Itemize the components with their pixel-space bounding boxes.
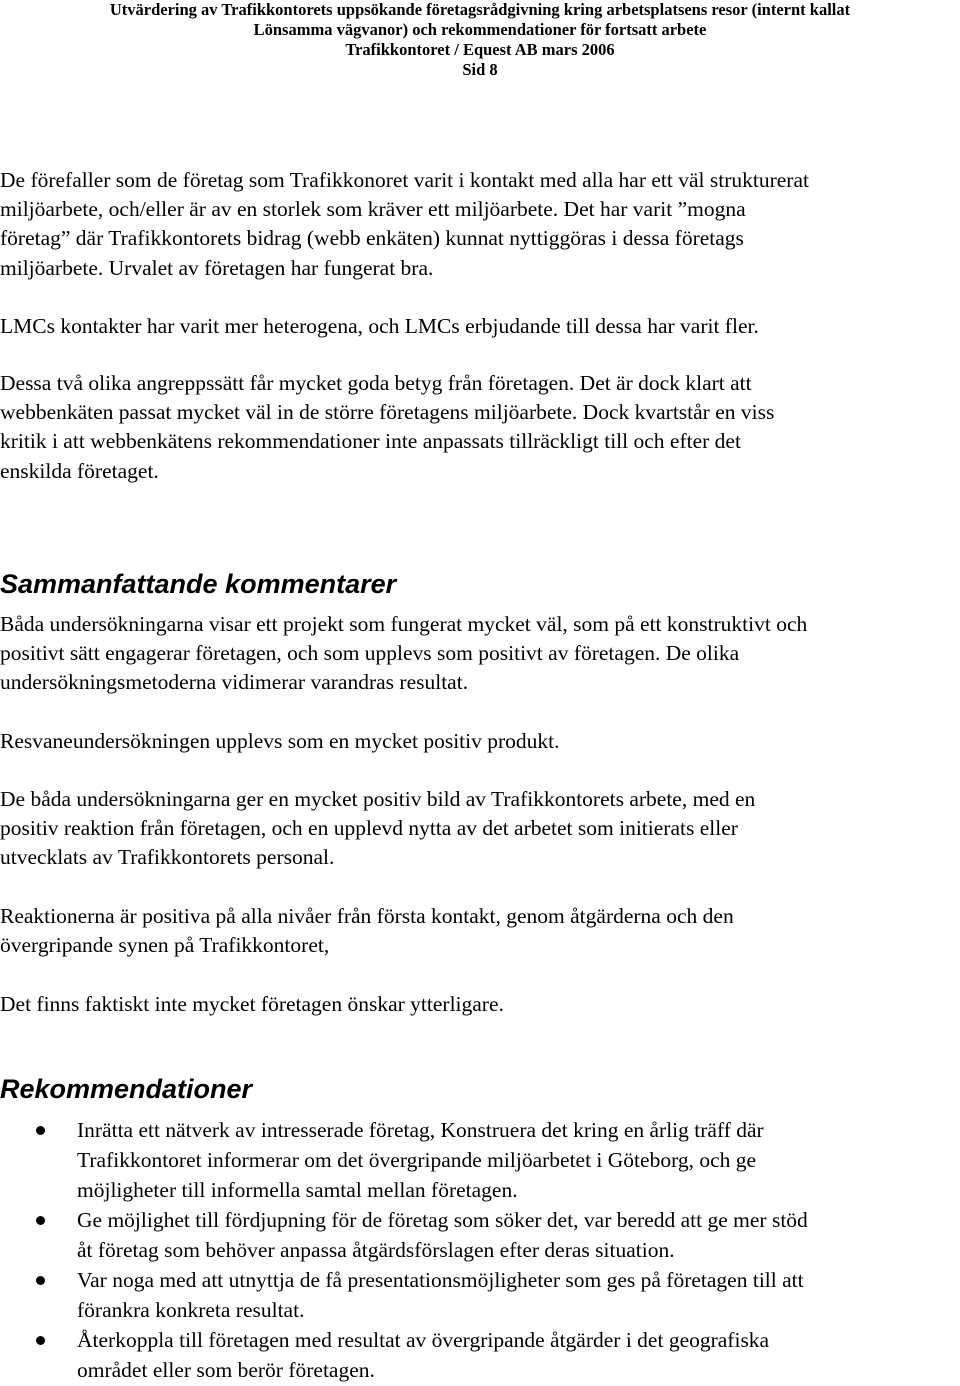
header-line-2: Lönsamma vägvanor) och rekommendationer för fortsatt arbete: [253, 20, 707, 39]
text-line: förankra konkreta resultat.: [77, 1297, 305, 1322]
section-heading-recommendations: Rekommendationer: [0, 1074, 253, 1104]
text-line: miljöarbete, och/eller är av en storlek som kräver ett miljöarbete. Det har varit ”mogna: [0, 197, 746, 222]
text-line: positiv reaktion från företagen, och en upplevd nytta av det arbetet som initierats eller: [0, 816, 738, 841]
paragraph-3: [0, 369, 960, 486]
summary-paragraph-1: [0, 610, 960, 698]
text-line: området eller som berör företagen.: [77, 1357, 375, 1382]
text-line: undersökningsmetoderna vidimerar varandras resultat.: [0, 670, 469, 695]
text-line: Det finns faktiskt inte mycket företagen önskar ytterligare.: [0, 992, 504, 1016]
text-line: LMCs kontakter har varit mer heterogena, och LMCs erbjudande till dessa har varit fler.: [0, 314, 759, 338]
summary-paragraph-3: [0, 785, 960, 873]
text-line: positivt sätt engagerar företagen, och som upplevs som positivt av företagen. De olika: [0, 641, 740, 666]
text-line: företag” där Trafikkontorets bidrag (webb enkäten) kunnat nyttiggöras i dessa företags: [0, 226, 744, 251]
text-line: Reaktionerna är positiva på alla nivåer från första kontakt, genom åtgärderna och den: [0, 904, 734, 928]
text-line: Resvaneundersökningen upplevs som en mycket positiv produkt.: [0, 729, 560, 753]
paragraph-1: [0, 166, 960, 283]
text-line: möjligheter till informella samtal mellan företagen.: [77, 1177, 518, 1202]
text-line: miljöarbete. Urvalet av företagen har fungerat bra.: [0, 255, 434, 280]
bullet-icon: [36, 1276, 45, 1285]
text-line: Var noga med att utnyttja de få presentationsmöjligheter som ges på företagen till att: [77, 1268, 804, 1292]
header-page-number: Sid 8: [462, 60, 498, 79]
text-line: Ge möjlighet till fördjupning för de företag som söker det, var beredd att ge mer stöd: [77, 1208, 808, 1232]
text-line: övergripande synen på Trafikkontoret,: [0, 933, 330, 958]
text-line: De förefaller som de företag som Trafikkonoret varit i kontakt med alla har ett väl strukturerat: [0, 168, 809, 192]
text-line: De båda undersökningarna ger en mycket positiv bild av Trafikkontorets arbete, med en: [0, 787, 756, 811]
bullet-icon: [36, 1126, 45, 1135]
text-line: enskilda företaget.: [0, 458, 159, 483]
summary-paragraph-5: [0, 990, 960, 1019]
text-line: utvecklats av Trafikkontorets personal.: [0, 845, 335, 870]
text-line: Dessa två olika angreppssätt får mycket goda betyg från företagen. Det är dock klart att: [0, 371, 752, 395]
page-header: [0, 0, 960, 80]
text-line: Trafikkontoret informerar om det övergripande miljöarbetet i Göteborg, och ge: [77, 1147, 757, 1172]
header-line-1: Utvärdering av Trafikkontorets uppsökande företagsrådgivning kring arbetsplatsens resor (internt kallat: [109, 0, 851, 19]
summary-paragraph-2: [0, 727, 960, 756]
summary-paragraph-4: [0, 902, 960, 960]
paragraph-2: [0, 312, 960, 341]
header-line-3: Trafikkontoret / Equest AB mars 2006: [345, 40, 615, 59]
text-line: åt företag som behöver anpassa åtgärdsförslagen efter deras situation.: [77, 1237, 675, 1262]
text-line: Återkoppla till företagen med resultat av övergripande åtgärder i det geografiska: [77, 1328, 770, 1352]
text-line: webbenkäten passat mycket väl in de större företagens miljöarbete. Dock kvartstår en viss: [0, 400, 775, 425]
text-line: Båda undersökningarna visar ett projekt som fungerat mycket väl, som på ett konstruktivt och: [0, 612, 808, 636]
text-line: kritik i att webbenkätens rekommendationer inte anpassats tillräckligt till och efter det: [0, 429, 741, 454]
section-heading-summary: Sammanfattande kommentarer: [0, 569, 397, 599]
bullet-icon: [36, 1216, 45, 1225]
bullet-icon: [36, 1336, 45, 1345]
text-line: Inrätta ett nätverk av intresserade företag, Konstruera det kring en årlig träff där: [77, 1118, 764, 1142]
